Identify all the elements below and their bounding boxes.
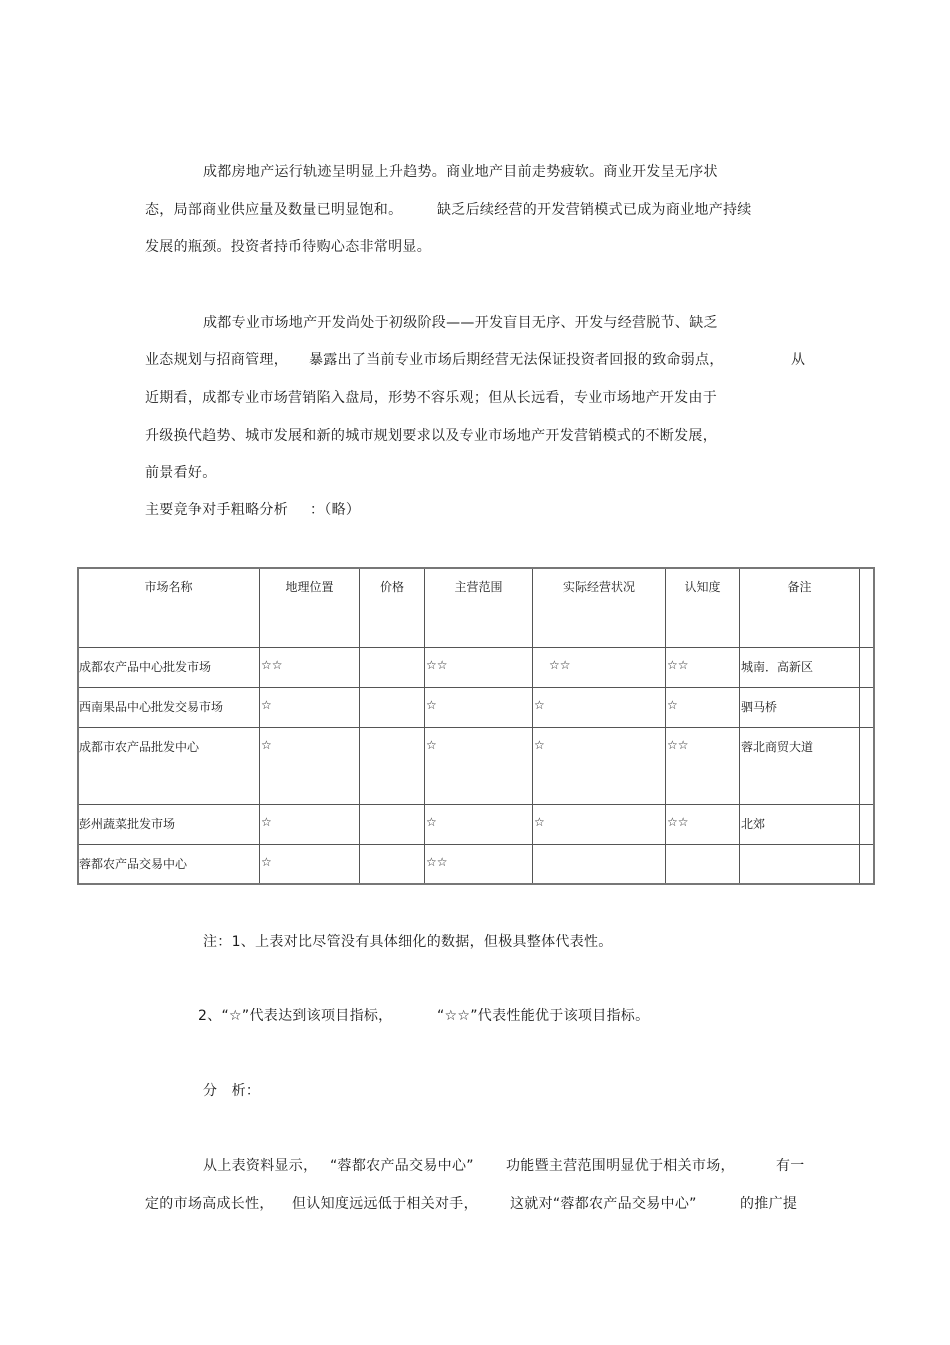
cell-remarks xyxy=(740,845,860,885)
competitor-heading: 主要竞争对手粗略分析 xyxy=(145,502,288,518)
cell-location: ☆ xyxy=(260,805,360,845)
competitor-table xyxy=(77,567,874,885)
analysis-line-2c: 这就对“蓉都农产品交易中心” xyxy=(510,1196,697,1212)
analysis-line-2a: 定的市场高成长性， xyxy=(145,1196,274,1212)
p1-line-2b: 缺乏后续经营的开发营销模式已成为商业地产持续 xyxy=(437,202,752,218)
p2-line-5: 前景看好。 xyxy=(145,465,217,481)
analysis-line-1d: 有一 xyxy=(776,1158,805,1174)
p1-line-3: 发展的瓶颈。投资者持币待购心态非常明显。 xyxy=(145,239,431,255)
cell-price xyxy=(360,728,425,805)
table-row xyxy=(78,805,874,845)
table-row xyxy=(78,728,874,805)
note-2a: 2、“☆”代表达到该项目指标， xyxy=(198,1008,393,1024)
analysis-line-2b: 但认知度远远低于相关对手， xyxy=(292,1196,478,1212)
competitor-heading-suffix: ：（略） xyxy=(310,502,361,518)
header-operating-status: 实际经营状况 xyxy=(533,568,666,648)
cell-location: ☆ xyxy=(260,728,360,805)
cell-price xyxy=(360,805,425,845)
cell-awareness xyxy=(666,845,740,885)
cell-remarks: 城南．高新区 xyxy=(740,648,860,688)
cell-remarks: 驷马桥 xyxy=(740,688,860,728)
cell-status: ☆☆ xyxy=(533,648,666,688)
table-row xyxy=(78,688,874,728)
cell-scope: ☆☆ xyxy=(425,648,533,688)
analysis-line-1a: 从上表资料显示， xyxy=(203,1158,318,1174)
cell-status: ☆ xyxy=(533,728,666,805)
header-spacer xyxy=(860,568,874,648)
header-awareness: 认知度 xyxy=(666,568,740,648)
p2-line-2a: 业态规划与招商管理， xyxy=(145,352,288,368)
cell-spacer xyxy=(860,805,874,845)
cell-name: 成都农产品中心批发市场 xyxy=(78,648,260,688)
cell-scope: ☆☆ xyxy=(425,845,533,885)
p2-line-2b: 暴露出了当前专业市场后期经营无法保证投资者回报的致命弱点， xyxy=(309,352,724,368)
cell-location: ☆ xyxy=(260,688,360,728)
cell-spacer xyxy=(860,648,874,688)
p2-line-3: 近期看，成都专业市场营销陷入盘局，形势不容乐观；但从长远看，专业市场地产开发由于 xyxy=(145,390,717,406)
cell-scope: ☆ xyxy=(425,728,533,805)
cell-spacer xyxy=(860,728,874,805)
table-header-row xyxy=(78,568,874,648)
header-market-name: 市场名称 xyxy=(78,568,260,648)
cell-awareness: ☆☆ xyxy=(666,805,740,845)
table-row xyxy=(78,648,874,688)
cell-status xyxy=(533,845,666,885)
cell-remarks: 蓉北商贸大道 xyxy=(740,728,860,805)
header-business-scope: 主营范围 xyxy=(425,568,533,648)
cell-location: ☆☆ xyxy=(260,648,360,688)
cell-name: 成都市农产品批发中心 xyxy=(78,728,260,805)
note-2b: “☆☆”代表性能优于该项目指标。 xyxy=(437,1008,650,1024)
cell-price xyxy=(360,845,425,885)
cell-status: ☆ xyxy=(533,805,666,845)
cell-status: ☆ xyxy=(533,688,666,728)
cell-remarks: 北郊 xyxy=(740,805,860,845)
cell-name: 西南果品中心批发交易市场 xyxy=(78,688,260,728)
p2-line-2c: 从 xyxy=(791,352,806,368)
table-row xyxy=(78,845,874,885)
cell-scope: ☆ xyxy=(425,805,533,845)
cell-price xyxy=(360,688,425,728)
analysis-line-1b: “蓉都农产品交易中心” xyxy=(330,1158,474,1174)
analysis-line-1c: 功能暨主营范围明显优于相关市场， xyxy=(506,1158,735,1174)
cell-price xyxy=(360,648,425,688)
cell-spacer xyxy=(860,688,874,728)
analysis-line-2d: 的推广提 xyxy=(740,1196,798,1212)
cell-location: ☆ xyxy=(260,845,360,885)
cell-awareness: ☆☆ xyxy=(666,728,740,805)
analysis-label: 分 析： xyxy=(203,1083,261,1099)
p1-line-1: 成都房地产运行轨迹呈明显上升趋势。商业地产目前走势疲软。商业开发呈无序状 xyxy=(203,164,718,180)
header-price: 价格 xyxy=(360,568,425,648)
header-remarks: 备注 xyxy=(740,568,860,648)
cell-name: 蓉都农产品交易中心 xyxy=(78,845,260,885)
cell-spacer xyxy=(860,845,874,885)
header-location: 地理位置 xyxy=(260,568,360,648)
p2-line-4: 升级换代趋势、城市发展和新的城市规划要求以及专业市场地产开发营销模式的不断发展， xyxy=(145,428,717,444)
note-1: 注：1、上表对比尽管没有具体细化的数据，但极具整体代表性。 xyxy=(203,934,613,950)
cell-name: 彭州蔬菜批发市场 xyxy=(78,805,260,845)
cell-scope: ☆ xyxy=(425,688,533,728)
cell-awareness: ☆ xyxy=(666,688,740,728)
p1-line-2a: 态，局部商业供应量及数量已明显饱和。 xyxy=(145,202,403,218)
cell-awareness: ☆☆ xyxy=(666,648,740,688)
p2-line-1: 成都专业市场地产开发尚处于初级阶段——开发盲目无序、开发与经营脱节、缺乏 xyxy=(203,315,718,331)
